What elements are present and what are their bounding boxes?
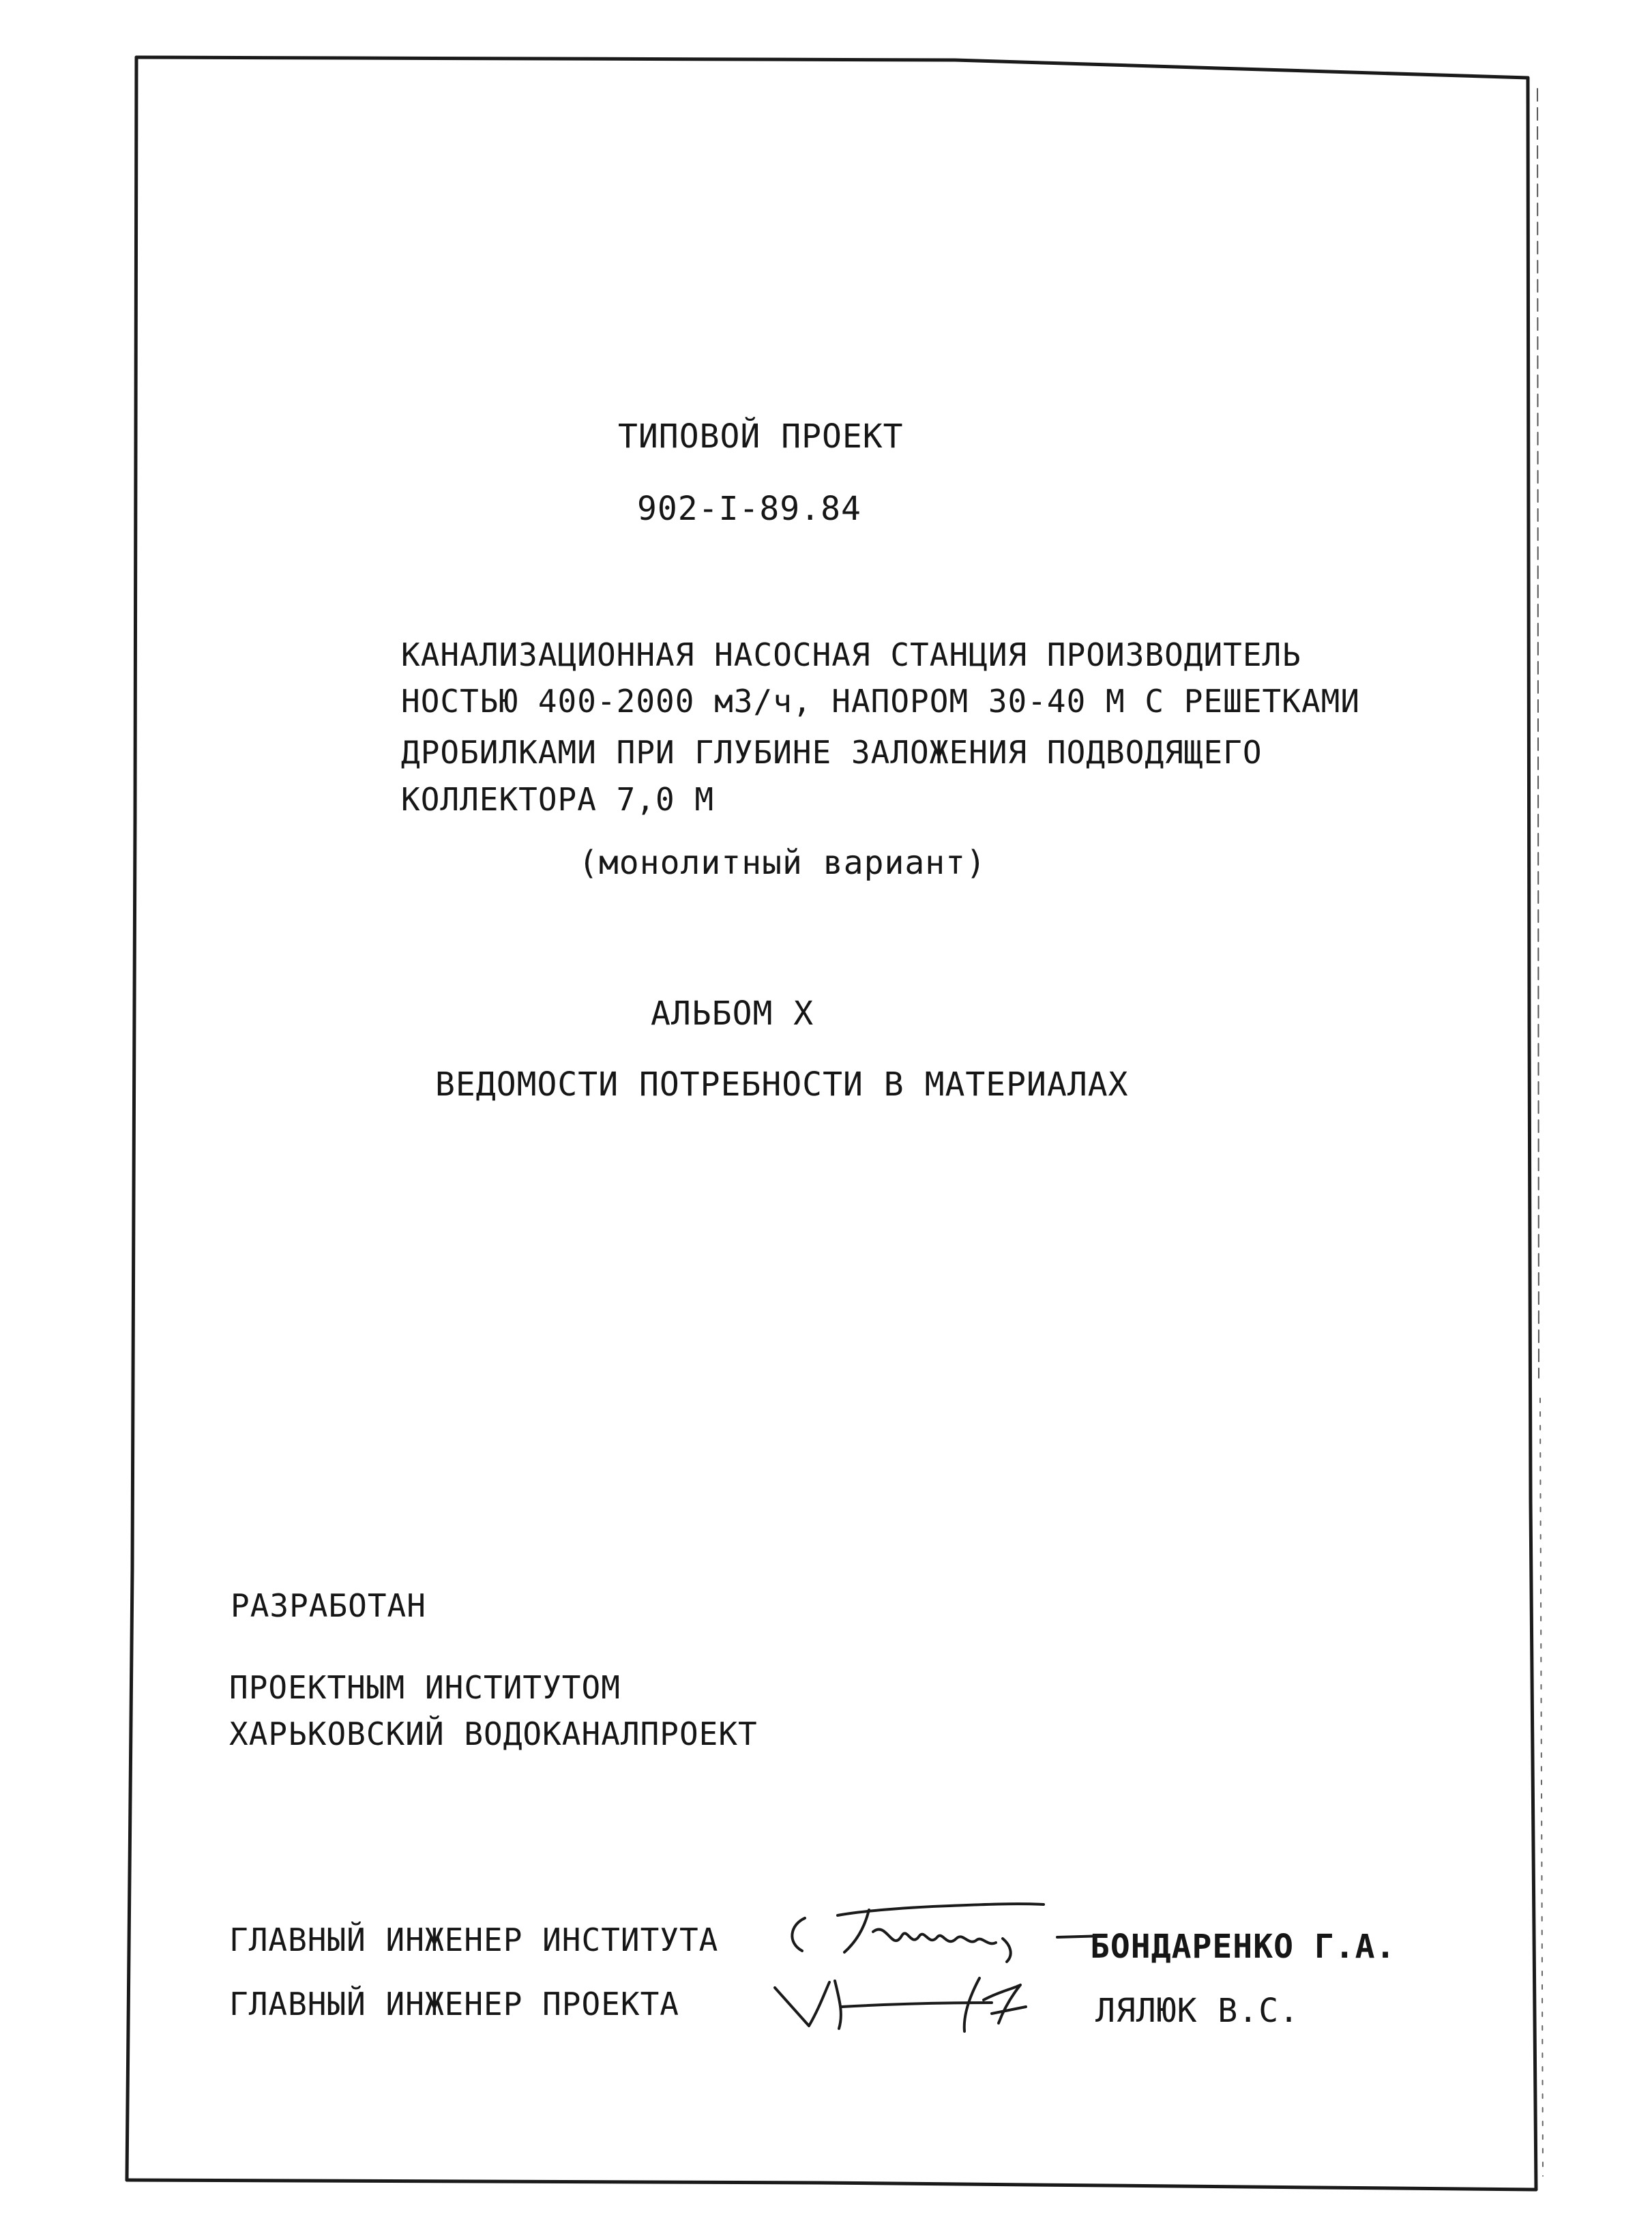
description-line-1: КАНАЛИЗАЦИОННАЯ НАСОСНАЯ СТАНЦИЯ ПРОИЗВОДИТЕЛЬ bbox=[401, 636, 1301, 673]
handwritten-signature-2 bbox=[767, 1964, 1108, 2040]
variant-note: (монолитный вариант) bbox=[578, 844, 986, 882]
handwritten-signature-1 bbox=[771, 1891, 1112, 1973]
project-number: 902-I-89.84 bbox=[637, 490, 861, 528]
developer-line-2: ХАРЬКОВСКИЙ ВОДОКАНАЛПРОЕКТ bbox=[229, 1716, 758, 1752]
description-line-4: КОЛЛЕКТОРА 7,0 М bbox=[401, 781, 715, 818]
project-type: ТИПОВОЙ ПРОЕКТ bbox=[618, 417, 904, 456]
signature-role-2: ГЛАВНЫЙ ИНЖЕНЕР ПРОЕКТА bbox=[229, 1986, 679, 2022]
developer-label: РАЗРАБОТАН bbox=[231, 1587, 426, 1624]
signature-role-1: ГЛАВНЫЙ ИНЖЕНЕР ИНСТИТУТА bbox=[229, 1922, 719, 1958]
signature-name-1: БОНДАРЕНКО Г.А. bbox=[1090, 1928, 1396, 1966]
album-title: ВЕДОМОСТИ ПОТРЕБНОСТИ В МАТЕРИАЛАХ bbox=[435, 1065, 1129, 1104]
description-line-2: НОСТЬЮ 400-2000 м3/ч, НАПОРОМ 30-40 М С РЕШЕТКАМИ bbox=[401, 683, 1361, 720]
album-number: АЛЬБОМ X bbox=[651, 995, 814, 1033]
signature-name-2: ЛЯЛЮК В.С. bbox=[1095, 1992, 1299, 2030]
developer-line-1: ПРОЕКТНЫМ ИНСТИТУТОМ bbox=[229, 1669, 621, 1706]
description-line-3: ДРОБИЛКАМИ ПРИ ГЛУБИНЕ ЗАЛОЖЕНИЯ ПОДВОДЯЩЕГО bbox=[401, 734, 1263, 771]
